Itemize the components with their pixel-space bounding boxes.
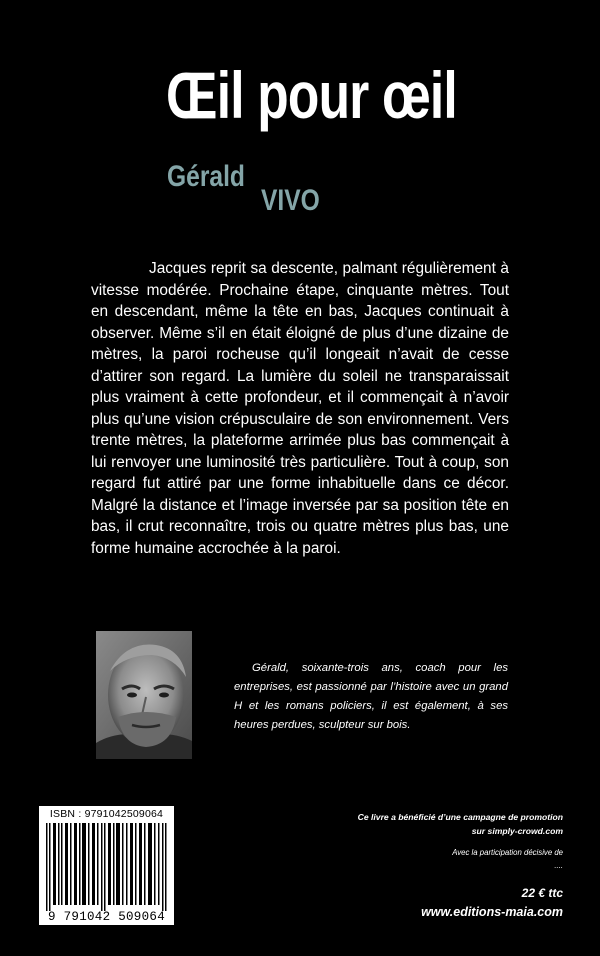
author-portrait-image	[96, 631, 192, 759]
isbn-label: ISBN : 9791042509064	[49, 808, 164, 820]
price-label: 22 € ttc	[521, 886, 563, 900]
author-bio: Gérald, soixante-trois ans, coach pour les entreprises, est passionné par l’histoire avec un grand H et les romans policiers, il est également, à ses heures perdues, sculpteur sur bois.	[234, 662, 508, 731]
participation-line: Avec la participation décisive de	[452, 848, 563, 857]
publisher-website: www.editions-maia.com	[421, 905, 563, 919]
promo-line-1: Ce livre a bénéficié d’une campagne de promotion	[357, 812, 563, 822]
barcode-box	[39, 806, 174, 925]
author-last-name: VIVO	[261, 184, 320, 217]
book-title: Œil pour œil	[166, 58, 457, 132]
promo-text	[303, 810, 563, 838]
promo-line-2: sur simply-crowd.com	[471, 826, 563, 836]
synopsis-text: Jacques reprit sa descente, palmant régulièrement à vitesse modérée. Prochaine étape, cinquante mètres. Tout en descendant, même la tête en bas, Jacques continuait à observer. Même s’il en était éloigné de plus d’une dizaine de mètres, la paroi rocheuse qu’il longeait n’avait de cesse d’attirer son regard. La lumière du soleil ne transparaissait plus vraiment à cette profondeur, et il commençait à n’avoir plus qu’une vision crépusculaire de son environnement. Vers trente mètres, la plateforme arrimée plus bas commençait à lui renvoyer une luminosité très particulière. Tout à coup, son regard fut attiré par une forme inhabituelle dans ce décor. Malgré la distance et l’image inversée par sa position tête en bas, il crut reconnaître, trois ou quatre mètres plus bas, une forme humaine accrochée à la paroi.	[91, 260, 509, 557]
author-photo	[96, 631, 192, 759]
participation-text	[303, 846, 563, 872]
participation-dots: ....	[554, 861, 563, 870]
barcode-bars	[46, 823, 167, 911]
author-first-name: Gérald	[167, 160, 245, 193]
barcode-digits: 9 791042 509064	[47, 910, 166, 924]
